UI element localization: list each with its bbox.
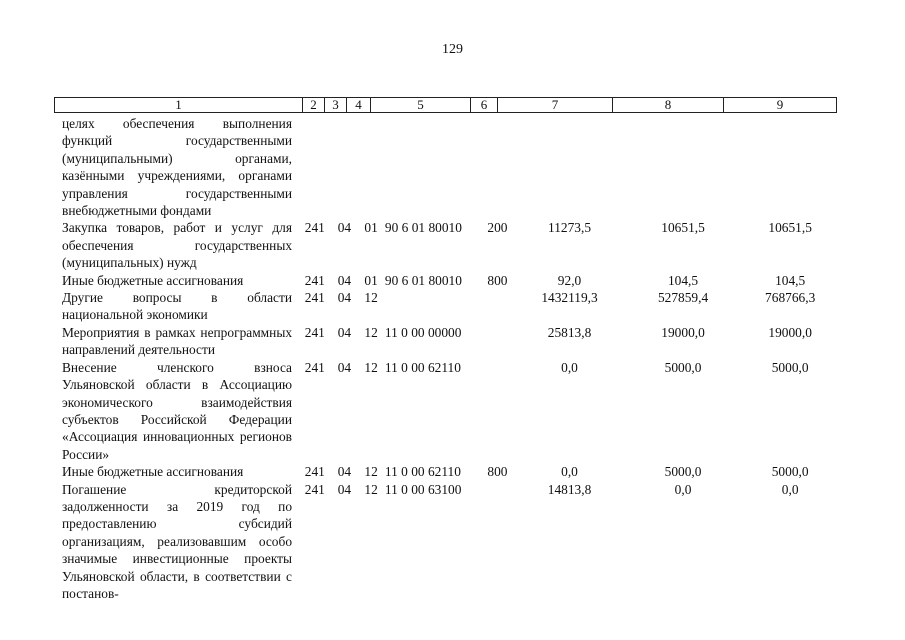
header-col-2: 2 [303,98,325,112]
row-col-2: 241 [304,324,325,340]
row-col-7 [511,115,627,219]
header-col-6: 6 [471,98,498,112]
row-col-4: 12 [364,481,378,497]
row-col-9: 19000,0 [768,324,812,340]
row-col-7: 0,0 [561,359,578,375]
row-col-2: 241 [304,481,325,497]
row-col-8: 527859,4 [657,290,709,306]
row-col-6 [484,359,512,463]
header-col-8: 8 [613,98,724,112]
row-col-2: 241 [304,359,325,375]
row-col-5 [383,115,484,219]
row-description: Другие вопросы в области национальной экономики [62,290,293,323]
row-description: Мероприятия в рамках непрограммных направлений деятельности [62,324,293,358]
row-col-4 [359,115,383,219]
row-col-5: 11 0 00 63100 [384,481,462,497]
table-row [62,463,842,480]
row-col-9: 104,5 [775,272,806,288]
row-col-2: 241 [304,290,325,306]
row-col-3: 04 [337,324,352,340]
table-row [62,324,842,359]
table-row [62,481,842,603]
row-description: Внесение членского взноса Ульяновской области в Ассоциацию экономического взаимодействия субъектов Российской Федерации «Ассоциация инновационных регионов России» [62,359,293,462]
row-col-6 [484,324,512,359]
row-col-6: 200 [487,220,508,236]
row-col-3: 04 [337,272,352,288]
header-col-7: 7 [498,98,613,112]
row-col-5 [383,289,484,324]
table-row [62,359,842,463]
row-col-7: 1432119,3 [541,290,598,306]
row-col-5: 11 0 00 62110 [384,359,461,375]
row-col-8: 104,5 [667,272,699,288]
row-col-8: 5000,0 [664,359,702,375]
row-col-3: 04 [337,464,352,480]
row-col-6 [484,115,512,219]
row-col-8 [628,115,739,219]
row-col-8: 10651,5 [661,220,705,236]
row-col-3: 04 [337,359,352,375]
row-col-5: 90 6 01 80010 [384,272,462,288]
row-description: Иные бюджетные ассигнования [62,272,244,288]
header-col-1: 1 [55,98,303,112]
row-col-8: 0,0 [674,481,692,497]
row-col-9 [738,115,842,219]
header-col-5: 5 [371,98,471,112]
row-col-5: 11 0 00 62110 [384,464,461,480]
row-col-4: 12 [364,324,378,340]
row-col-2: 241 [304,220,325,236]
row-col-4: 01 [364,220,378,236]
row-col-9: 5000,0 [771,359,809,375]
row-col-9: 0,0 [781,481,799,497]
row-col-6: 800 [487,464,508,480]
row-col-2: 241 [304,464,325,480]
row-col-4: 12 [364,359,378,375]
table-row [62,219,842,271]
row-col-7: 11273,5 [548,220,592,236]
row-col-8: 5000,0 [664,464,702,480]
row-col-9: 5000,0 [771,464,809,480]
row-col-3: 04 [337,220,352,236]
header-col-4: 4 [347,98,371,112]
row-col-6 [484,289,512,324]
row-col-7: 25813,8 [547,324,592,340]
table-header [54,97,837,113]
row-col-5: 90 6 01 80010 [384,220,462,236]
row-description: Иные бюджетные ассигнования [62,464,244,480]
row-col-4: 01 [364,272,378,288]
row-col-3 [330,115,360,219]
row-col-3: 04 [337,481,352,497]
row-col-9: 768766,3 [765,290,816,306]
row-col-5: 11 0 00 00000 [384,324,462,340]
row-description: Закупка товаров, работ и услуг для обеспечения государственных (муниципальных) нужд [62,220,293,271]
row-col-4: 12 [364,464,378,480]
table-body [62,115,842,602]
row-col-7: 0,0 [561,464,578,480]
row-col-9: 10651,5 [768,220,812,236]
header-col-3: 3 [325,98,347,112]
row-col-6: 800 [487,272,508,288]
page-number: 129 [442,42,463,57]
row-col-2 [300,115,330,219]
row-description: целях обеспечения выполнения функций государственными (муниципальными) органами, казёнными учреждениями, органами управления государственными внебюджетными фондами [62,116,293,219]
row-col-7: 14813,8 [547,481,592,497]
row-col-3: 04 [337,290,352,306]
table-row [62,115,842,219]
table-row [62,272,842,289]
row-col-6 [484,481,512,603]
row-description: Погашение кредиторской задолженности за 2019 год по предоставлению субсидий организациям, реализовавшим особо значимые инвестиционные проекты Ульяновской области, в соответствии с постанов- [62,481,293,601]
row-col-4: 12 [364,290,378,306]
row-col-2: 241 [304,272,325,288]
row-col-7: 92,0 [557,272,582,288]
table-row [62,289,842,324]
row-col-8: 19000,0 [661,324,705,340]
header-col-9: 9 [776,97,784,112]
